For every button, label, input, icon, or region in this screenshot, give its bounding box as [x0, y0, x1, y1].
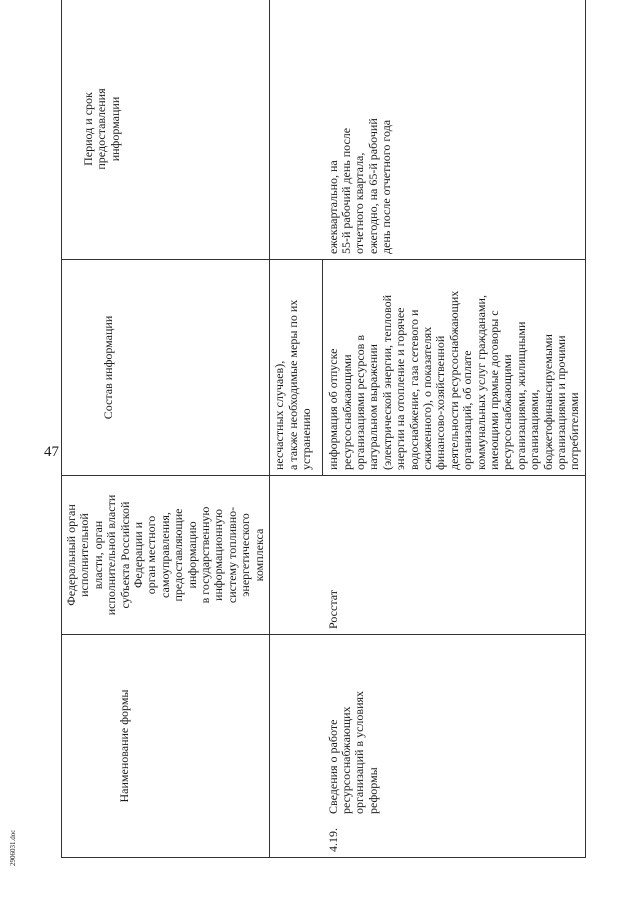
content-line: ресурсоснабжающими — [339, 354, 354, 470]
form-name-line: реформы — [365, 767, 380, 814]
content-cell — [323, 260, 586, 476]
content-line: деятельности ресурсоснабжающих — [446, 290, 461, 470]
rotated-table-container — [61, 43, 598, 858]
continuation-cell-empty — [270, 476, 323, 635]
header-period-line: Период и срок — [81, 92, 95, 166]
information-table — [61, 0, 586, 858]
content-line: несчастных случаев), — [272, 360, 287, 470]
header-period — [62, 0, 270, 260]
period-cell — [323, 0, 586, 260]
period-line: день после отчетного года — [379, 119, 394, 254]
content-line: имеющими прямые договоры с — [486, 310, 501, 470]
continuation-cell-empty — [270, 635, 323, 858]
content-line: организациями и прочими — [554, 335, 568, 470]
form-name-line: организаций в условиях — [352, 690, 367, 814]
content-line: информация об отпуске — [326, 348, 341, 470]
period-line: ежегодно, на 65-й рабочий — [365, 118, 380, 254]
header-authority-line: субъекта Российской Федерации и — [117, 501, 146, 609]
period-line: ежеквартально, на — [325, 160, 340, 254]
period-line: 55-й рабочий день после — [339, 127, 353, 254]
table-row — [323, 0, 586, 858]
header-authority-line: в государственную информационную — [198, 506, 226, 604]
form-name-line: ресурсоснабжающих — [339, 706, 353, 814]
content-line: водоснабжение, газа сетевого и — [406, 309, 421, 470]
continuation-content-cell — [270, 260, 323, 476]
content-line: натуральном выражении — [366, 344, 381, 470]
header-authority-line: предоставляющие информацию — [171, 508, 199, 602]
content-line: бюджетофинансируемыми — [540, 334, 555, 470]
content-line: устранению — [298, 408, 313, 470]
header-authority-line: власти, орган исполнительной власти — [90, 494, 119, 616]
header-period-line: информации — [107, 96, 122, 162]
header-authority-line: Федеральный орган исполнительной — [64, 504, 92, 606]
document-code: 2906031.doc — [9, 829, 17, 866]
content-line: сжиженного), о показателях — [419, 326, 434, 470]
content-line: а также необходимые меры по их — [285, 299, 300, 470]
continuation-cell-empty — [270, 0, 323, 260]
content-line: организациями, жилищными — [513, 321, 528, 470]
header-authority-line: систему топливно-энергетического — [224, 506, 253, 604]
form-name-cell — [323, 635, 586, 858]
header-period-line: предоставления — [94, 88, 109, 170]
page-number: 47 — [44, 444, 59, 460]
content-line: организациями ресурсов в — [352, 335, 367, 470]
form-name-text — [327, 659, 381, 814]
header-authority-line: орган местного самоуправления, — [144, 512, 172, 598]
header-content: Состав информации — [62, 260, 270, 476]
header-form-name: Наименование формы — [62, 635, 270, 858]
content-line: (электрической энергии, тепловой — [379, 294, 394, 470]
header-authority — [62, 476, 270, 635]
content-line: энергии на отопление и горячее — [393, 307, 408, 470]
content-line: организациями, — [527, 389, 542, 470]
table-header-row — [62, 0, 270, 858]
header-authority-line: комплекса — [251, 528, 266, 582]
content-line: коммунальных услуг гражданами, — [473, 295, 488, 470]
form-name-line: Сведения о работе — [325, 719, 340, 814]
row-number: 4.19. — [325, 828, 340, 852]
content-line: финансово-хозяйственной — [433, 335, 448, 470]
continuation-row — [270, 0, 323, 858]
content-line: потребителями — [567, 392, 582, 470]
content-line: организаций, об оплате — [460, 350, 475, 470]
period-line: отчетного квартала, — [352, 152, 367, 254]
content-line: ресурсоснабжающими — [500, 354, 515, 470]
authority-cell: Росстат — [323, 476, 586, 635]
